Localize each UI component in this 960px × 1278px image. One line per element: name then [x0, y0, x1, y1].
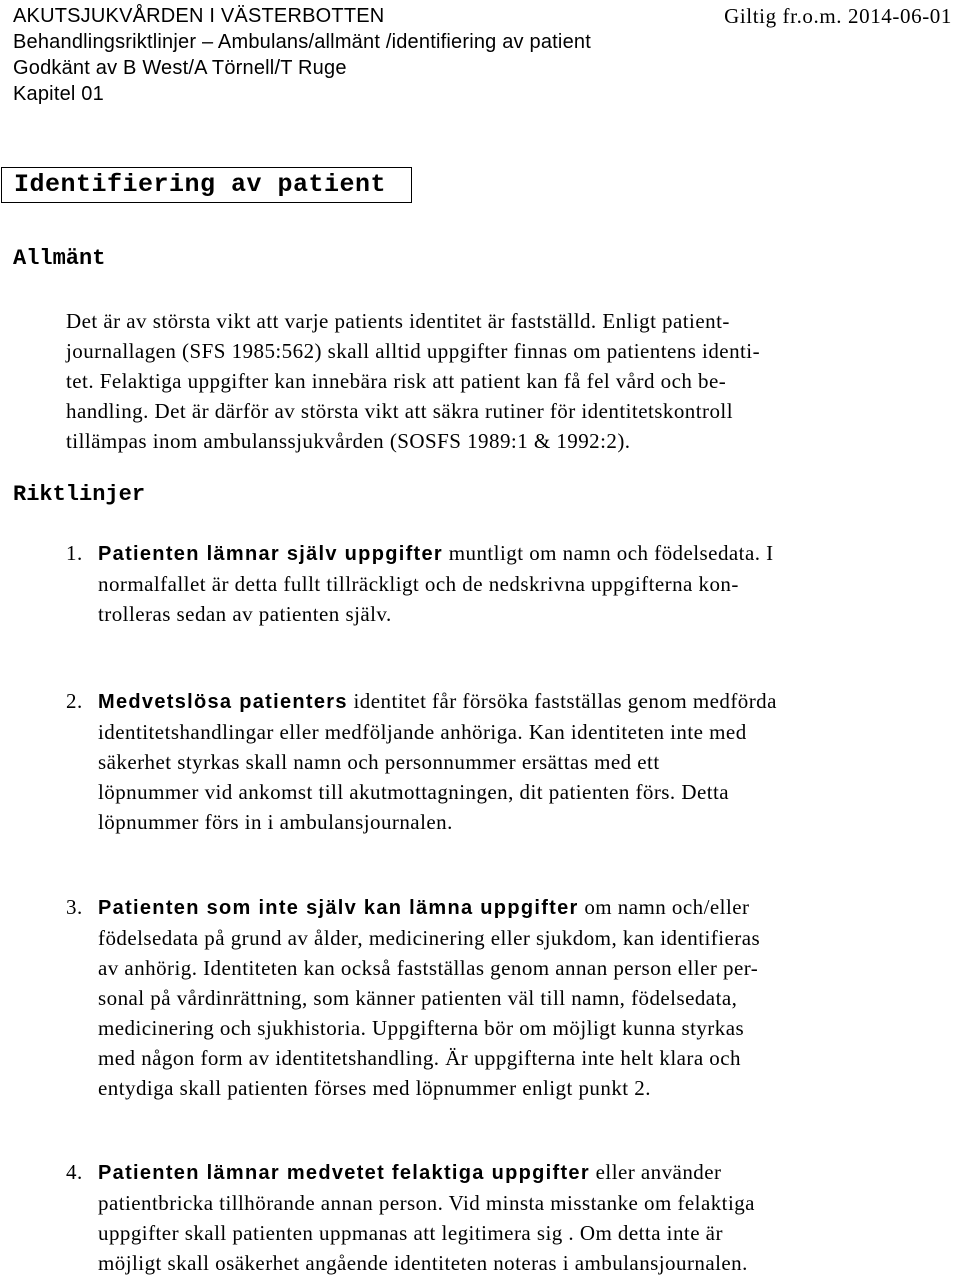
item-line: medicinering och sjukhistoria. Uppgifterna bör om möjligt kunna styrkas: [98, 1016, 745, 1040]
item-first-line: [98, 1160, 721, 1184]
item-lead: Medvetslösa patienters: [98, 691, 348, 713]
general-paragraph: [66, 306, 946, 456]
section-heading-general: Allmänt: [13, 246, 106, 271]
general-line: tillämpas inom ambulanssjukvården (SOSFS 1989:1 & 1992:2).: [66, 429, 631, 453]
general-line: handling. Det är därför av största vikt att säkra rutiner för identitetskontroll: [66, 399, 733, 423]
guideline-item-2: [66, 686, 954, 837]
header-valid-from: Giltig fr.o.m. 2014-06-01: [724, 4, 952, 28]
header-approved-by: Godkänt av B West/A Törnell/T Ruge: [13, 57, 347, 79]
guideline-item-3: [66, 892, 954, 1103]
item-line: säkerhet styrkas skall namn och personnummer ersättas med ett: [98, 750, 660, 774]
item-line: uppgifter skall patienten uppmanas att legitimera sig . Om detta inte är: [98, 1221, 723, 1245]
item-line: löpnummer vid ankomst till akutmottagningen, dit patienten förs. Detta: [98, 780, 730, 804]
item-text: [98, 686, 954, 837]
item-line: möjligt skall osäkerhet angående identiteten noteras i ambulansjournalen.: [98, 1251, 748, 1275]
item-lead: Patienten lämnar själv uppgifter: [98, 543, 444, 565]
item-line: löpnummer förs in i ambulansjournalen.: [98, 810, 453, 834]
item-line: normalfallet är detta fullt tillräckligt och de nedskrivna uppgifterna kon-: [98, 572, 739, 596]
section-heading-guidelines: Riktlinjer: [13, 482, 146, 507]
general-line: Det är av största vikt att varje patients identitet är fastställd. Enligt patient-: [66, 309, 730, 333]
item-line: identitetshandlingar eller medföljande anhöriga. Kan identiteten inte med: [98, 720, 747, 744]
page-title: Identifiering av patient: [14, 170, 387, 199]
item-number: 2.: [66, 689, 83, 713]
item-text: [98, 1157, 954, 1278]
item-line: av anhörig. Identiteten kan också fastställas genom annan person eller per-: [98, 956, 759, 980]
item-text: [98, 892, 954, 1103]
item-line: med någon form av identitetshandling. Är uppgifterna inte helt klara och: [98, 1046, 741, 1070]
item-text: [98, 538, 954, 629]
item-line: födelsedata på grund av ålder, medicinering eller sjukdom, kan identifieras: [98, 926, 761, 950]
guideline-item-4: [66, 1157, 954, 1278]
item-first-line: [98, 689, 777, 713]
general-line: tet. Felaktiga uppgifter kan innebära risk att patient kan få fel vård och be-: [66, 369, 727, 393]
item-line: patientbricka tillhörande annan person. Vid minsta misstanke om felaktiga: [98, 1191, 755, 1215]
item-number: 1.: [66, 541, 83, 565]
item-first-rest: muntligt om namn och födelsedata. I: [443, 541, 774, 565]
item-line: trolleras sedan av patienten själv.: [98, 602, 392, 626]
header-chapter: Kapitel 01: [13, 83, 104, 105]
item-lead: Patienten som inte själv kan lämna uppgifter: [98, 897, 579, 919]
item-number: 4.: [66, 1160, 83, 1184]
item-first-rest: eller använder: [589, 1160, 722, 1184]
item-first-rest: om namn och/eller: [578, 895, 750, 919]
header-subtitle: Behandlingsriktlinjer – Ambulans/allmänt /identifiering av patient: [13, 31, 591, 53]
item-line: entydiga skall patienten förses med löpnummer enligt punkt 2.: [98, 1076, 651, 1100]
item-number: 3.: [66, 895, 83, 919]
item-first-line: [98, 541, 774, 565]
item-first-line: [98, 895, 749, 919]
item-line: sonal på vårdinrättning, som känner patienten väl till namn, födelsedata,: [98, 986, 738, 1010]
header-org: AKUTSJUKVÅRDEN I VÄSTERBOTTEN: [13, 5, 385, 27]
general-line: journallagen (SFS 1985:562) skall alltid uppgifter finnas om patientens identi-: [66, 339, 761, 363]
item-lead: Patienten lämnar medvetet felaktiga uppgifter: [98, 1162, 590, 1184]
title-box: [1, 167, 412, 203]
guideline-item-1: [66, 538, 954, 629]
item-first-rest: identitet får försöka fastställas genom medförda: [347, 689, 777, 713]
